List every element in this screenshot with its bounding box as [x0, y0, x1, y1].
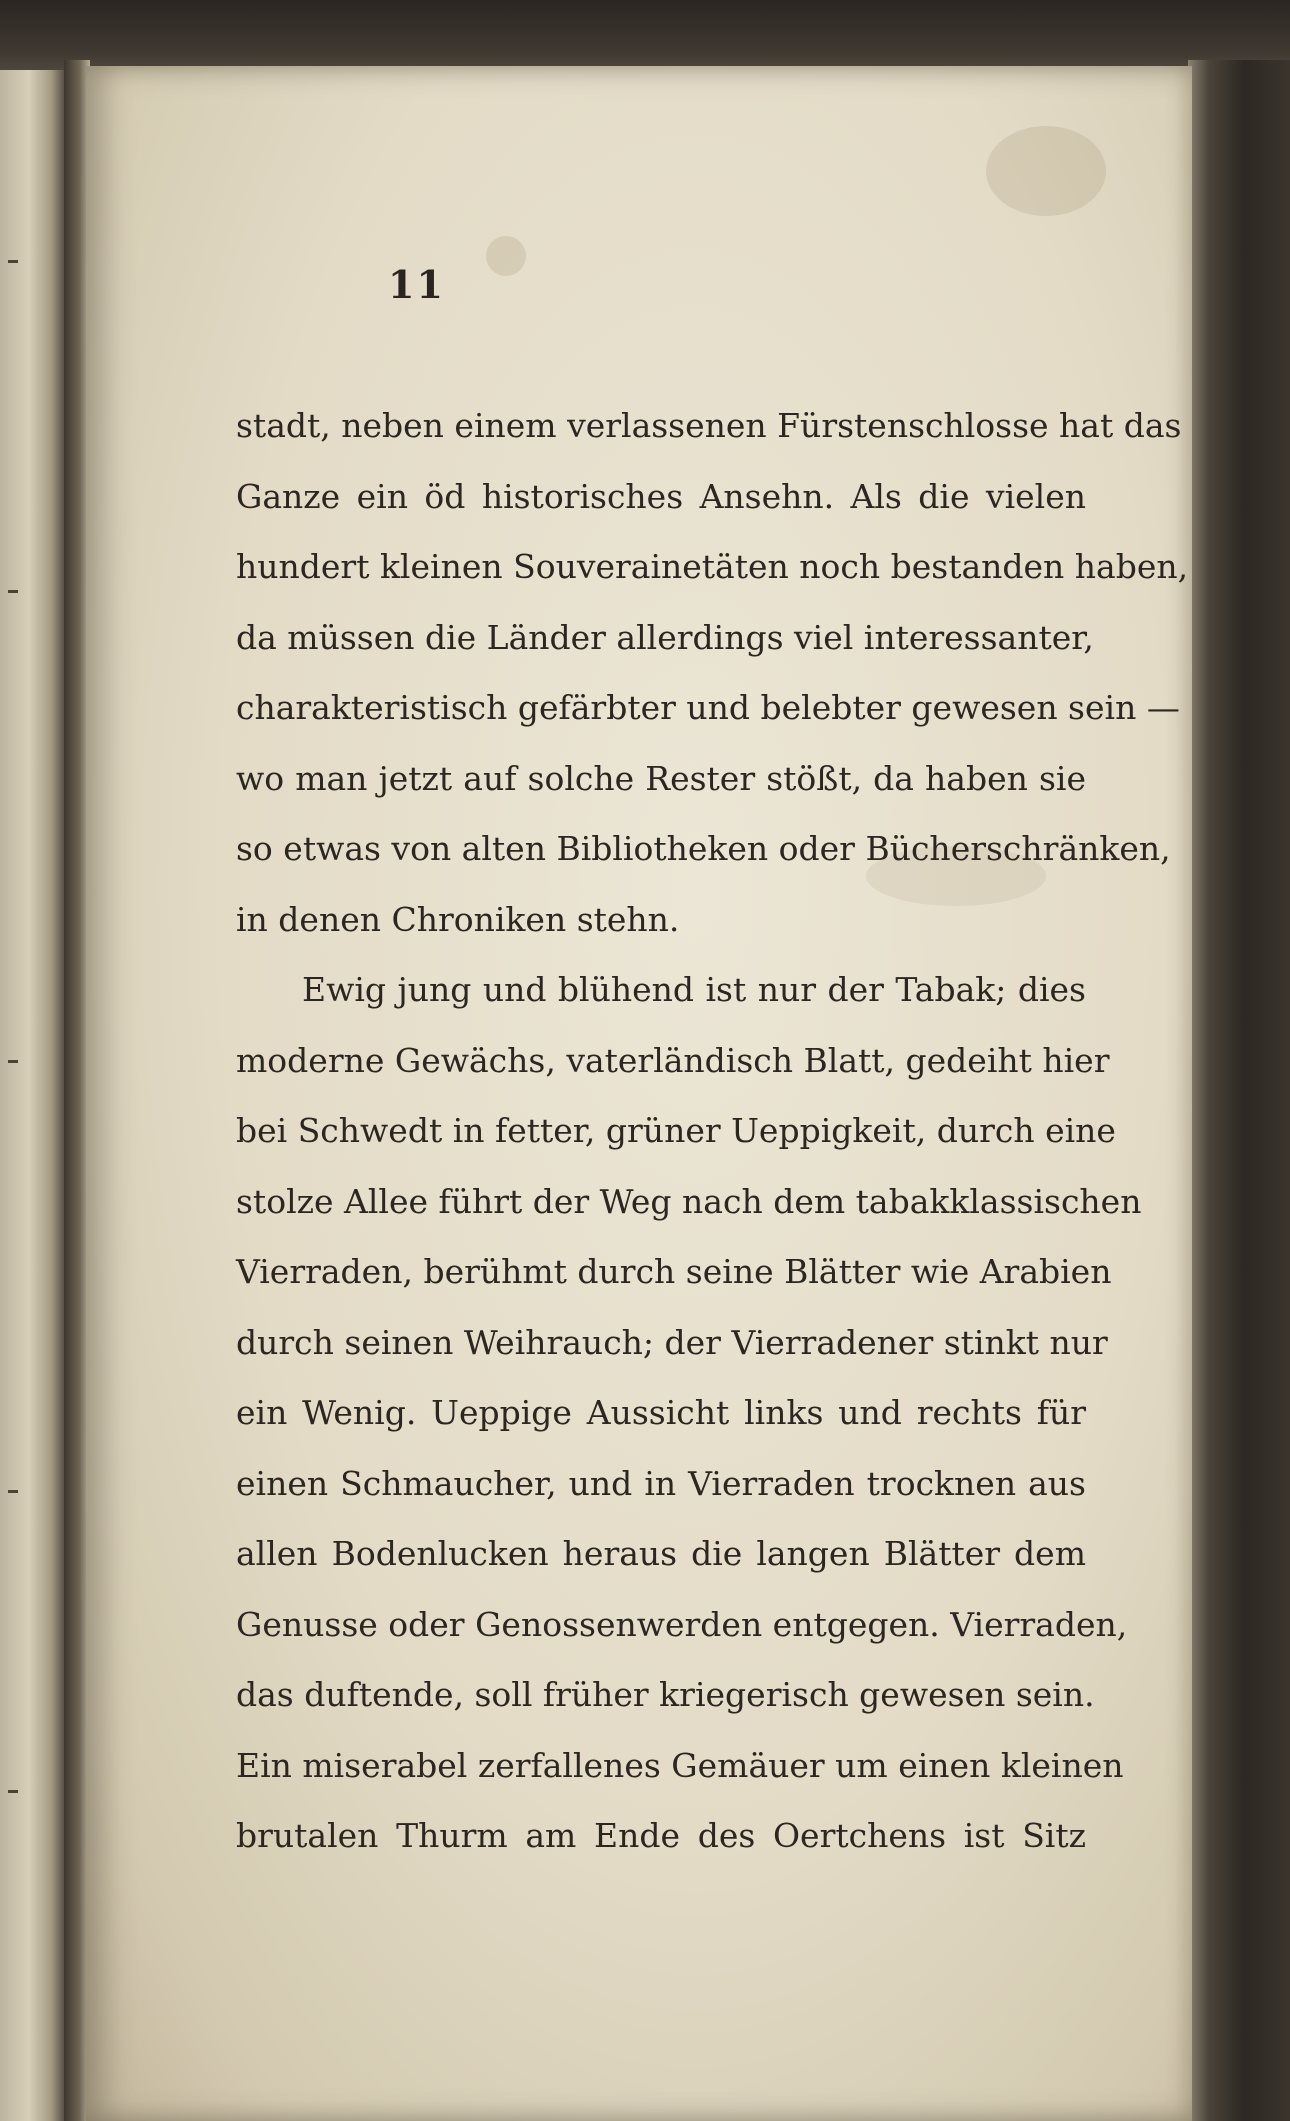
- left-page-mark: [8, 1790, 18, 1793]
- text-line: das duftende, soll früher kriegerisch gewesen sein.: [236, 1675, 1095, 1714]
- paper-stain: [986, 126, 1106, 216]
- book-page: [86, 66, 1192, 2121]
- text-line: Ein miserabel zerfallenes Gemäuer um einen kleinen: [236, 1745, 1124, 1785]
- text-line: durch seinen Weihrauch; der Vierradener stinkt nur: [236, 1322, 1108, 1362]
- text-line: bei Schwedt in fetter, grüner Ueppigkeit, durch eine: [236, 1111, 1116, 1150]
- text-line: da müssen die Länder allerdings viel interessanter,: [236, 617, 1094, 657]
- text-line: so etwas von alten Bibliotheken oder Bücherschränken,: [236, 829, 1171, 868]
- text-line: Genusse oder Genossenwerden entgegen. Vierraden,: [236, 1604, 1128, 1644]
- book-cover-top-edge: [0, 0, 1290, 70]
- left-page-mark: [8, 1060, 18, 1063]
- text-line: allen Bodenlucken heraus die langen Blätter dem: [236, 1534, 1086, 1573]
- text-line-paragraph-end: in denen Chroniken stehn.: [236, 899, 680, 939]
- text-line: ein Wenig. Ueppige Aussicht links und rechts für: [236, 1393, 1086, 1432]
- text-line: brutalen Thurm am Ende des Oertchens ist Sitz: [236, 1816, 1086, 1855]
- left-page-edge: [0, 70, 64, 2121]
- text-line: charakteristisch gefärbter und belebter gewesen sein —: [236, 688, 1180, 727]
- book-cover-right-edge: [1188, 60, 1290, 2121]
- left-page-mark: [8, 590, 18, 593]
- text-line: Vierraden, berühmt durch seine Blätter wie Arabien: [236, 1252, 1112, 1291]
- left-page-mark: [8, 1490, 18, 1493]
- text-line: wo man jetzt auf solche Rester stößt, da haben sie: [236, 758, 1086, 798]
- text-line-paragraph-start: Ewig jung und blühend ist nur der Tabak; dies: [302, 970, 1086, 1009]
- text-line: stadt, neben einem verlassenen Fürstenschlosse hat das: [236, 406, 1182, 445]
- text-line: einen Schmaucher, und in Vierraden trocknen aus: [236, 1463, 1086, 1503]
- text-line: moderne Gewächs, vaterländisch Blatt, gedeiht hier: [236, 1040, 1110, 1080]
- body-text: [236, 391, 1189, 1872]
- left-page-mark: [8, 260, 18, 263]
- page-number: 11: [388, 262, 445, 307]
- text-line: hundert kleinen Souverainetäten noch bestanden haben,: [236, 547, 1189, 586]
- text-line: stolze Allee führt der Weg nach dem tabakklassischen: [236, 1181, 1142, 1221]
- text-line: Ganze ein öd historisches Ansehn. Als die vielen: [236, 476, 1086, 516]
